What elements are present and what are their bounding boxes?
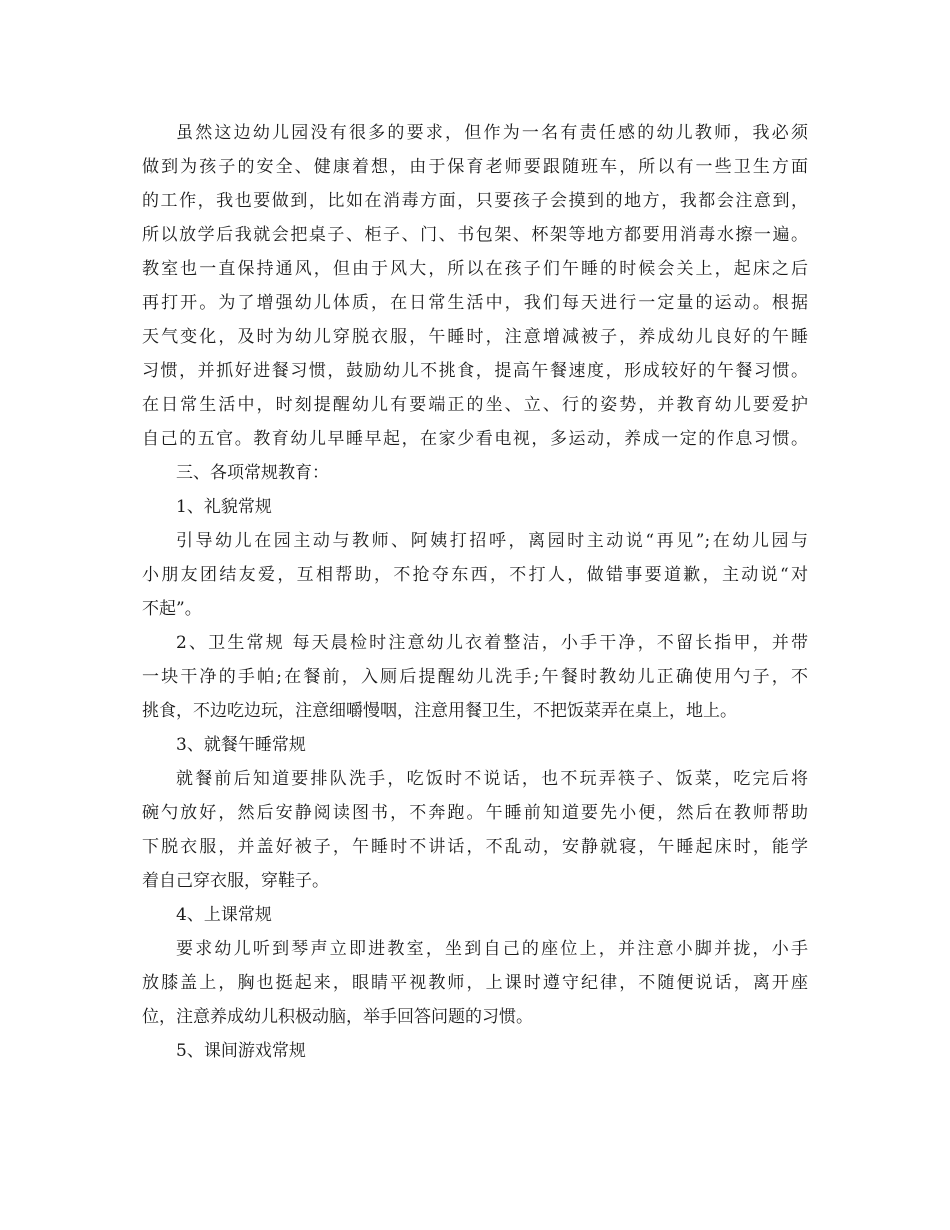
paragraph-class-line-3: 位，注意养成幼儿积极动脑，举手回答问题的习惯。: [142, 1007, 533, 1027]
paragraph-hygiene-line-1: 2、卫生常规 每天晨检时注意幼儿衣着整洁，小手干净，不留长指甲，并带: [176, 633, 808, 653]
subheading-meal-nap: 3、就餐午睡常规: [176, 735, 306, 755]
paragraph-1-line-4: 所以放学后我就会把桌子、柜子、门、书包架、杯架等地方都要用消毒水擦一遍。: [142, 225, 808, 245]
document-body: [142, 116, 808, 1068]
paragraph-meal-nap-line-3: 下脱衣服，并盖好被子，午睡时不讲话，不乱动，安静就寝，午睡起床时，能学: [142, 837, 808, 857]
paragraph-1-line-1: 虽然这边幼儿园没有很多的要求，但作为一名有责任感的幼儿教师，我必须: [176, 123, 808, 143]
section-heading: 三、各项常规教育：: [176, 463, 329, 483]
paragraph-meal-nap-line-4: 着自己穿衣服，穿鞋子。: [142, 871, 329, 891]
paragraph-1-line-10: 自己的五官。教育幼儿早睡早起，在家少看电视，多运动，养成一定的作息习惯。: [142, 429, 808, 449]
paragraph-1-line-5: 教室也一直保持通风，但由于风大，所以在孩子们午睡的时候会关上，起床之后: [142, 259, 808, 279]
subheading-recess-games: 5、课间游戏常规: [176, 1041, 306, 1061]
subheading-courtesy: 1、礼貌常规: [176, 497, 272, 517]
paragraph-courtesy-line-2: 小朋友团结友爱，互相帮助，不抢夺东西，不打人，做错事要道歉，主动说“对: [142, 565, 808, 585]
paragraph-meal-nap-line-1: 就餐前后知道要排队洗手，吃饭时不说话，也不玩弄筷子、饭菜，吃完后将: [176, 769, 808, 789]
paragraph-1-line-3: 的工作，我也要做到，比如在消毒方面，只要孩子会摸到的地方，我都会注意到，: [142, 191, 808, 211]
paragraph-courtesy-line-1: 引导幼儿在园主动与教师、阿姨打招呼，离园时主动说“再见”;在幼儿园与: [176, 531, 808, 551]
paragraph-meal-nap-line-2: 碗勺放好，然后安静阅读图书，不奔跑。午睡前知道要先小便，然后在教师帮助: [142, 803, 808, 823]
paragraph-1-line-7: 天气变化，及时为幼儿穿脱衣服，午睡时，注意增减被子，养成幼儿良好的午睡: [142, 327, 808, 347]
paragraph-class-line-2: 放膝盖上，胸也挺起来，眼睛平视教师，上课时遵守纪律，不随便说话，离开座: [142, 973, 808, 993]
paragraph-hygiene-line-3: 挑食，不边吃边玩，注意细嚼慢咽，注意用餐卫生，不把饭菜弄在桌上，地上。: [142, 701, 737, 721]
paragraph-1-line-6: 再打开。为了增强幼儿体质，在日常生活中，我们每天进行一定量的运动。根据: [142, 293, 808, 313]
paragraph-1-line-2: 做到为孩子的安全、健康着想，由于保育老师要跟随班车，所以有一些卫生方面: [142, 157, 808, 177]
paragraph-courtesy-line-3: 不起”。: [142, 599, 202, 619]
paragraph-1-line-8: 习惯，并抓好进餐习惯，鼓励幼儿不挑食，提高午餐速度，形成较好的午餐习惯。: [142, 361, 808, 381]
paragraph-1-line-9: 在日常生活中，时刻提醒幼儿有要端正的坐、立、行的姿势，并教育幼儿要爱护: [142, 395, 808, 415]
paragraph-class-line-1: 要求幼儿听到琴声立即进教室，坐到自己的座位上，并注意小脚并拢，小手: [176, 939, 808, 959]
subheading-class: 4、上课常规: [176, 905, 272, 925]
paragraph-hygiene-line-2: 一块干净的手帕;在餐前，入厕后提醒幼儿洗手;午餐时教幼儿正确使用勺子，不: [142, 667, 808, 687]
